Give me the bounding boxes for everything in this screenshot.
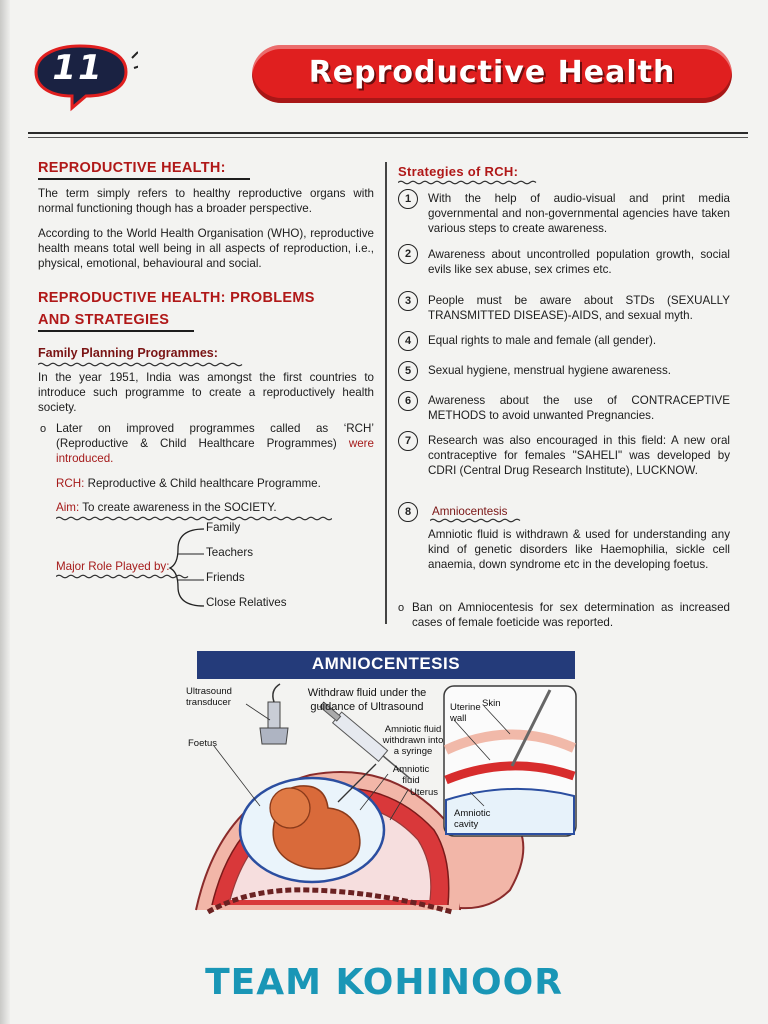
- strategy-item: People must be aware about STDs (SEXUALLY TRANSMITTED DISEASE)-AIDS, and sexual myth.: [428, 294, 730, 322]
- role-family: Family: [206, 521, 241, 534]
- amniocentesis-illustration: [190, 680, 590, 930]
- bullet-icon: o: [40, 423, 47, 435]
- number-badge: 7: [398, 431, 418, 451]
- heading-strategies: Strategies of RCH:: [398, 164, 519, 179]
- label-skin: Skin: [482, 698, 501, 709]
- wavy-underline: [38, 362, 244, 367]
- footer-brand: TEAM KOHINOOR: [205, 962, 563, 1003]
- strategy-item: Sexual hygiene, menstrual hygiene awareness.: [428, 364, 671, 377]
- rch-definition: [56, 476, 321, 491]
- strategy-item: Awareness about the use of CONTRACEPTIVE METHODS to avoid unwanted Pregnancies.: [428, 394, 730, 422]
- rch-text: Reproductive & Child healthcare Programme.: [84, 477, 321, 490]
- label-uterine-wall: Uterine wall: [450, 702, 481, 724]
- heading-reproductive-health: REPRODUCTIVE HEALTH:: [38, 160, 226, 176]
- chapter-title: Reproductive Health: [308, 55, 676, 90]
- page-edge: [0, 0, 10, 1024]
- wavy-underline: [56, 516, 332, 521]
- number-badge: 3: [398, 291, 418, 311]
- header-rule: [28, 132, 748, 134]
- who-definition: According to the World Health Organisation (WHO), reproductive health means total well being in all aspects of reproduction, i.e., physical, emotional, behavioural and social.: [38, 227, 374, 270]
- bullet-icon: o: [398, 602, 405, 614]
- rch-label: RCH:: [56, 477, 85, 490]
- header-rule-secondary: [28, 137, 748, 138]
- heading-family-planning: Family Planning Programmes:: [38, 346, 218, 360]
- heading-problems-line2: AND STRATEGIES: [38, 312, 170, 328]
- label-transducer: Ultrasound transducer: [186, 686, 232, 708]
- column-divider: [385, 162, 387, 624]
- number-badge: 8: [398, 502, 418, 522]
- rch-bullet-maroon: were introduced.: [56, 437, 374, 465]
- number-badge: 1: [398, 189, 418, 209]
- rch-bullet: [56, 421, 374, 466]
- heading-underline: [38, 330, 194, 332]
- label-amniotic-cavity: Amniotic cavity: [454, 808, 491, 830]
- fpp-paragraph: In the year 1951, India was amongst the first countries to introduce such programme to create a reproductively health society.: [38, 371, 374, 414]
- number-badge: 5: [398, 361, 418, 381]
- title-pill: [252, 45, 732, 103]
- label-foetus: Foetus: [188, 738, 218, 749]
- number-badge: 6: [398, 391, 418, 411]
- label-withdraw-fluid: Withdraw fluid under the guidance of Ultrasound: [307, 687, 427, 713]
- aim-text: To create awareness in the SOCIETY.: [79, 501, 277, 514]
- diagram-banner: [197, 651, 575, 679]
- aim-label: Aim:: [56, 501, 80, 514]
- label-uterus: Uterus: [410, 787, 438, 798]
- strategy-item: With the help of audio-visual and print media governmental and non-governmental agencies have taken various steps to create awareness.: [428, 192, 730, 235]
- diagram-title: AMNIOCENTESIS: [311, 654, 461, 673]
- wavy-underline: [430, 518, 524, 523]
- strategy-item: Research was also encouraged in this field: A new oral contraceptive for females "SAHELI" was developed by CDRI (Central Drug Research Institute), LUCKNOW.: [428, 434, 730, 477]
- brace-icon: [168, 524, 208, 614]
- rch-bullet-text: Later on improved programmes called as ‘RCH’ (Reproductive & Child Healthcare Programmes): [56, 422, 374, 450]
- role-friends: Friends: [206, 571, 245, 584]
- role-teachers: Teachers: [206, 546, 254, 559]
- strategy-item: Equal rights to male and female (all gender).: [428, 334, 657, 347]
- number-badge: 2: [398, 244, 418, 264]
- major-role-label: Major Role Played by:: [56, 560, 170, 573]
- chapter-number: 11: [52, 48, 104, 88]
- aim-line: [56, 500, 277, 515]
- wavy-underline: [398, 180, 538, 185]
- rh-definition: The term simply refers to healthy reproductive organs with normal functioning though has a broader perspective.: [38, 187, 374, 215]
- ban-amniocentesis: Ban on Amniocentesis for sex determination as increased cases of female foeticide was reported.: [412, 601, 730, 629]
- strategy-item: Awareness about uncontrolled population growth, social evils like sex abuse, sex crimes etc.: [428, 248, 730, 276]
- label-fluid-syringe: Amniotic fluid withdrawn into a syringe: [382, 724, 444, 757]
- amniocentesis-description: Amniotic fluid is withdrawn & used for understanding any kind of genetic disorders like Haemophilia, sickle cell anaemia, down syndrome etc in the developing foetus.: [428, 528, 730, 571]
- heading-underline: [38, 178, 250, 180]
- chapter-badge: [28, 42, 128, 104]
- number-badge: 4: [398, 331, 418, 351]
- amniocentesis-heading: Amniocentesis: [432, 505, 508, 518]
- role-close-relatives: Close Relatives: [206, 596, 287, 609]
- label-amniotic-fluid: Amniotic fluid: [392, 764, 430, 786]
- heading-problems-line1: REPRODUCTIVE HEALTH: PROBLEMS: [38, 290, 315, 306]
